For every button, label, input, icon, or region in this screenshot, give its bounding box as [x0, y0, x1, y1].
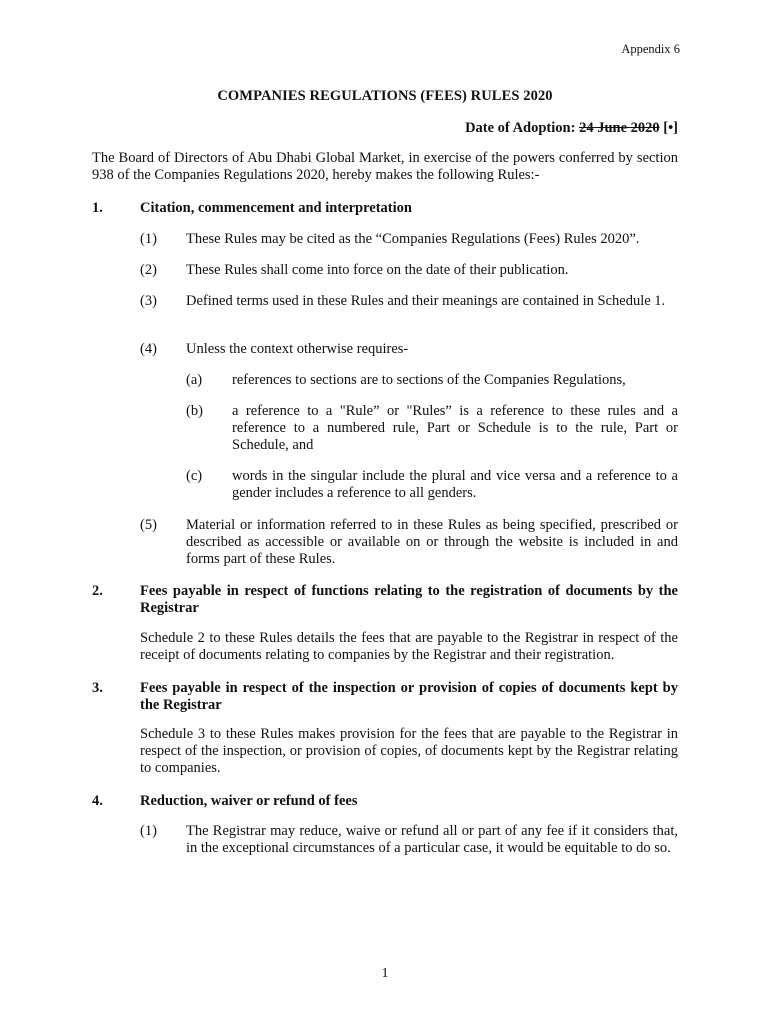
- subitem-text: references to sections are to sections of the Companies Regulations,: [232, 372, 626, 388]
- section-number: 4.: [92, 793, 103, 809]
- item-number: (2): [140, 262, 157, 278]
- item-number: (1): [140, 823, 157, 839]
- section-number: 2.: [92, 583, 103, 599]
- section-number: 3.: [92, 680, 103, 696]
- item-text: The Registrar may reduce, waive or refund all or part of any fee if it considers that, in the exceptional circumstances of a particular case, it would be equitable to do so.: [186, 823, 678, 856]
- item-number: (3): [140, 293, 157, 309]
- item-text: These Rules may be cited as the “Companies Regulations (Fees) Rules 2020”.: [186, 231, 640, 247]
- subitem-letter: (b): [186, 403, 203, 419]
- section-heading: Reduction, waiver or refund of fees: [140, 793, 358, 809]
- subitem-text: a reference to a "Rule” or "Rules” is a reference to these rules and a reference to a numbered rule, Part or Schedule is to the rule, Part or Schedule, and: [232, 403, 678, 453]
- item-number: (4): [140, 341, 157, 357]
- adoption-value: [•]: [663, 120, 678, 136]
- subitem-text: words in the singular include the plural and vice versa and a reference to a gender includes a reference to all genders.: [232, 468, 678, 501]
- page-number: 1: [381, 966, 389, 981]
- subitem-letter: (a): [186, 372, 203, 388]
- item-text: These Rules shall come into force on the date of their publication.: [186, 262, 569, 278]
- document-title: COMPANIES REGULATIONS (FEES) RULES 2020: [217, 88, 553, 104]
- item-text: Defined terms used in these Rules and their meanings are contained in Schedule 1.: [186, 293, 666, 309]
- adoption-date: [465, 120, 678, 137]
- appendix-label: Appendix 6: [621, 42, 680, 56]
- section-heading: Citation, commencement and interpretation: [140, 200, 412, 216]
- section-heading: Fees payable in respect of functions relating to the registration of documents by the Registrar: [140, 583, 678, 616]
- section-heading: Fees payable in respect of the inspection or provision of copies of documents kept by the Registrar: [140, 680, 678, 713]
- section-body: Schedule 3 to these Rules makes provision for the fees that are payable to the Registrar in respect of the inspection, or provision of copies, of documents kept by the Registrar relating to companies.: [140, 726, 678, 776]
- struck-date: 24 June 2020: [579, 120, 660, 136]
- section-body: Schedule 2 to these Rules details the fees that are payable to the Registrar in respect of the receipt of documents relating to companies by the Registrar and their registration.: [140, 630, 678, 663]
- intro-paragraph: The Board of Directors of Abu Dhabi Global Market, in exercise of the powers conferred by section 938 of the Companies Regulations 2020, hereby makes the following Rules:-: [92, 150, 678, 183]
- item-text: Material or information referred to in these Rules as being specified, prescribed or described as accessible or available on or through the website is included in and forms part of these Rules.: [186, 517, 678, 567]
- section-number: 1.: [92, 200, 103, 216]
- adoption-label: Date of Adoption:: [465, 120, 576, 136]
- subitem-letter: (c): [186, 468, 203, 484]
- item-text: Unless the context otherwise requires-: [186, 341, 409, 357]
- item-number: (1): [140, 231, 157, 247]
- item-number: (5): [140, 517, 157, 533]
